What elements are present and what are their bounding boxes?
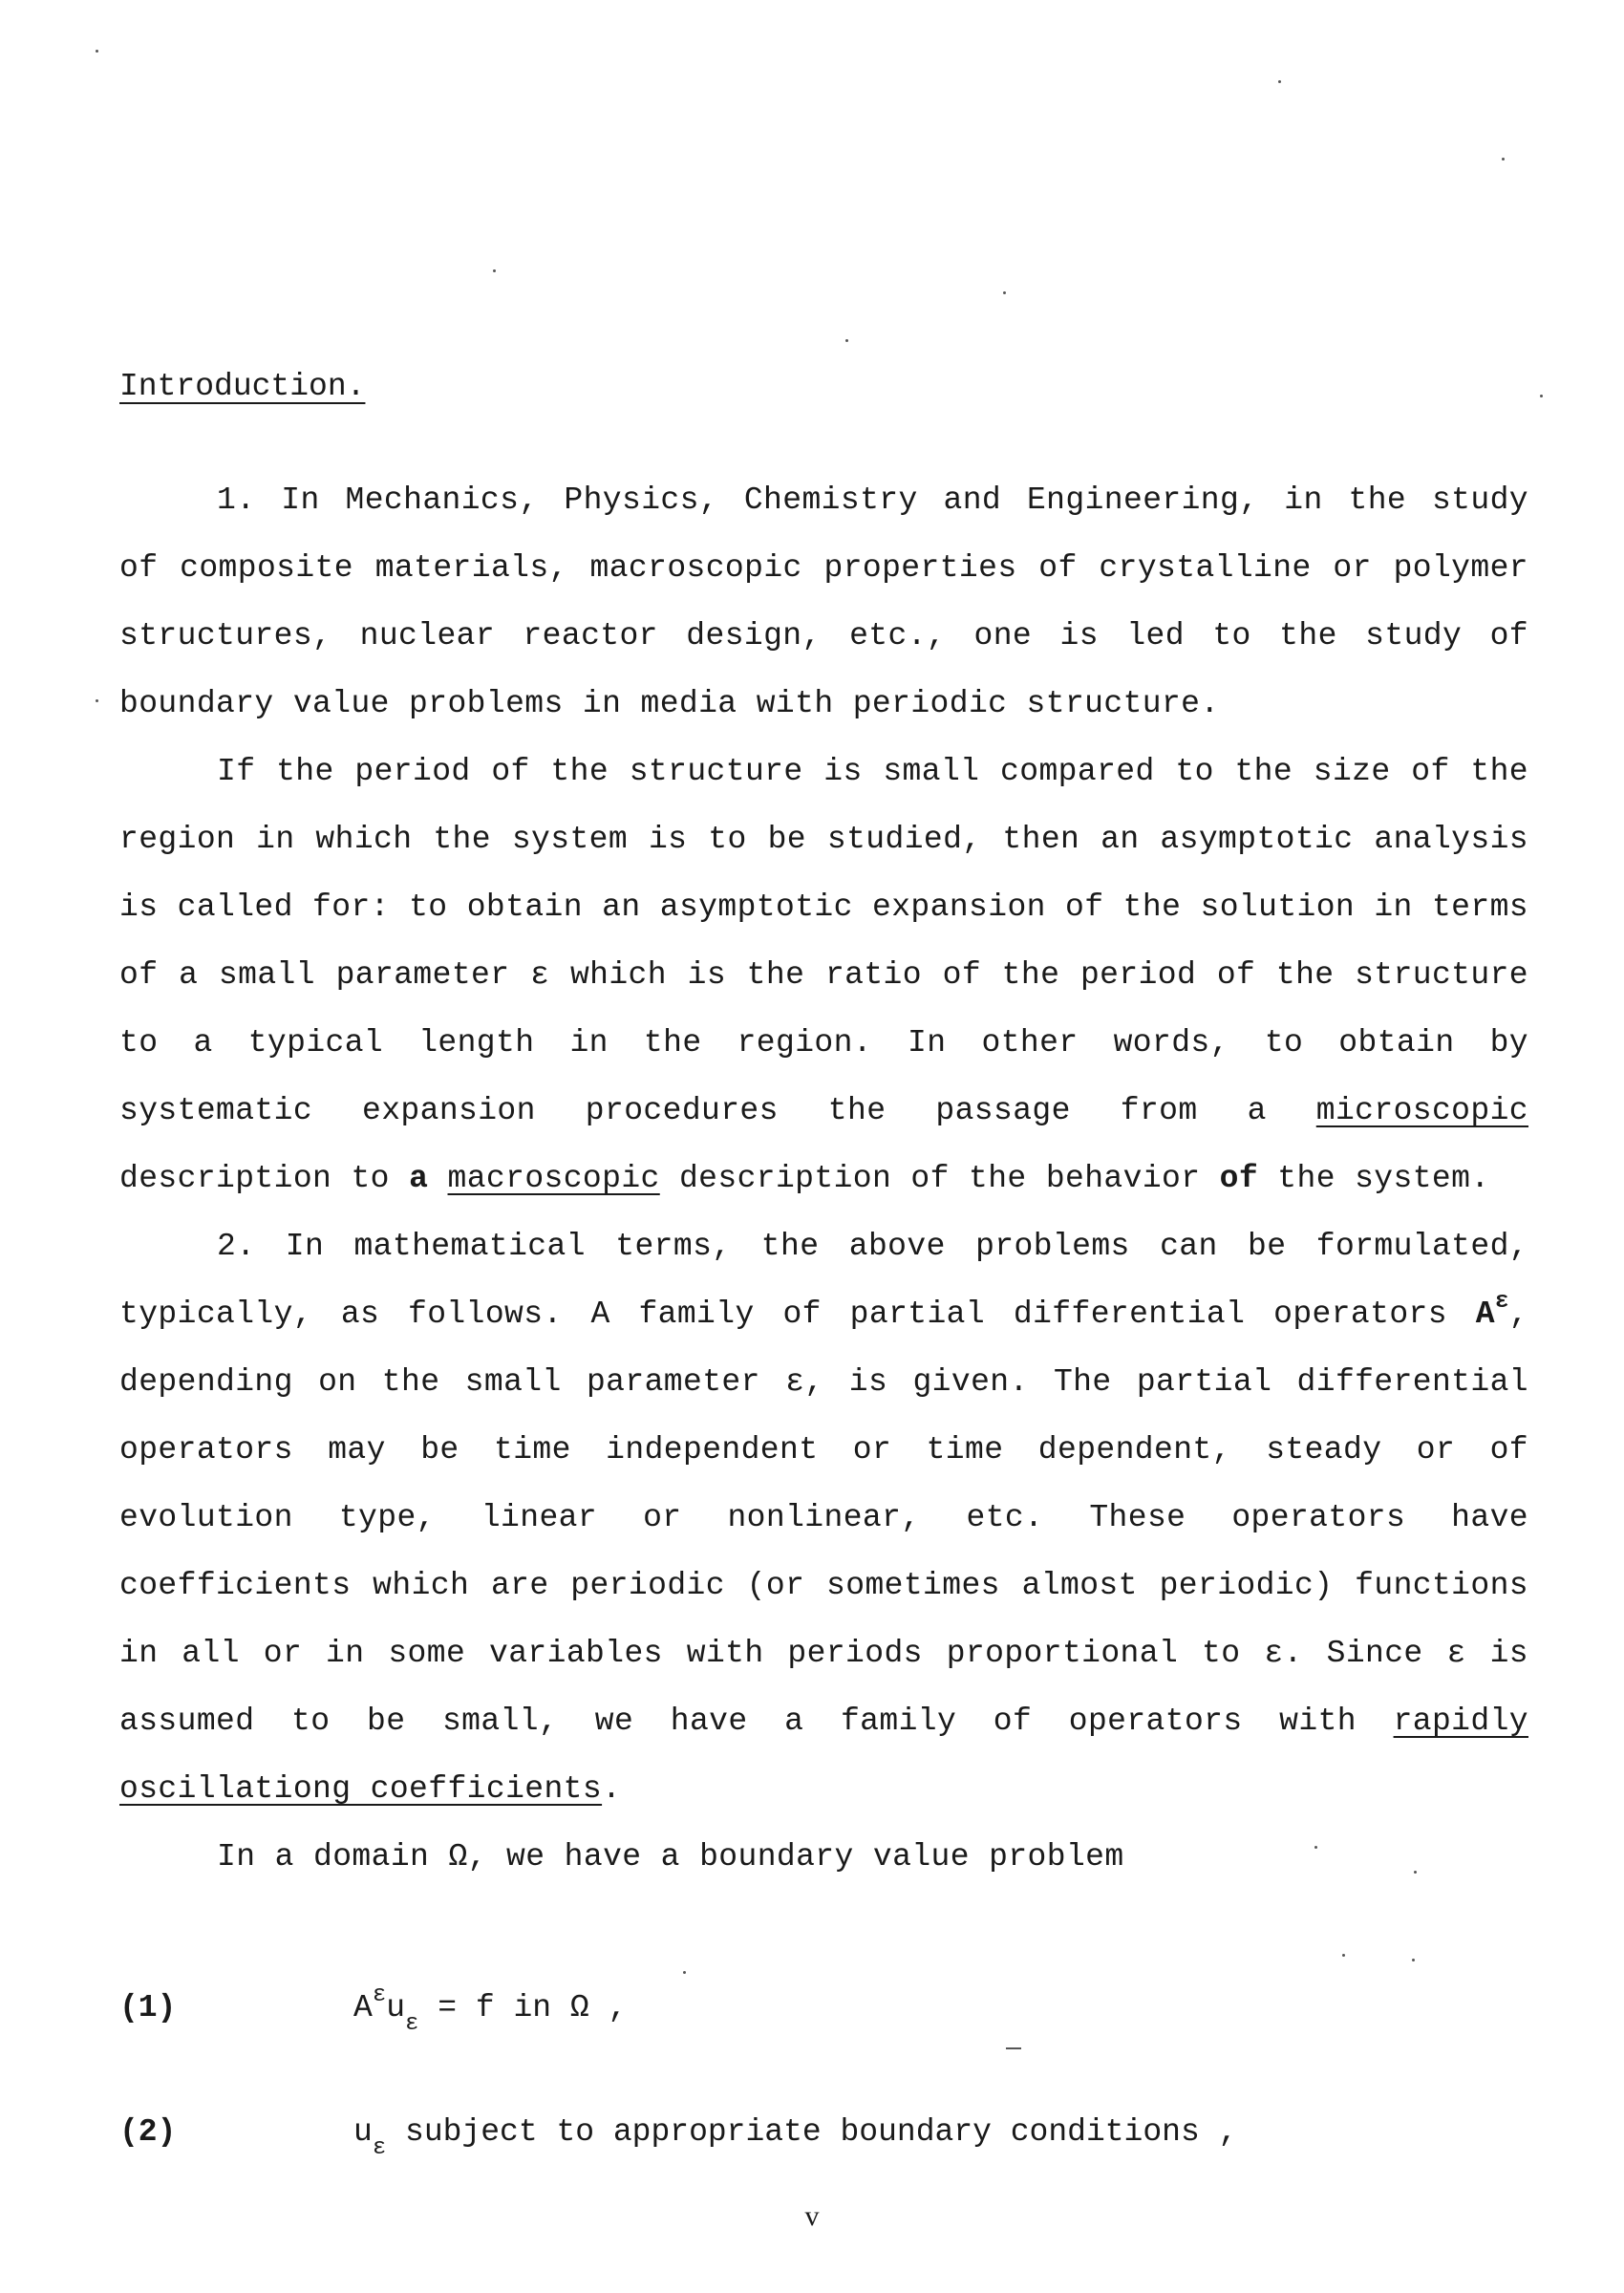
paragraph-3-text: , depending on the small parameter ε, is given. The partial differential operators may be time independent or time dependent, steady or of evolution type, linear or nonlinear, etc. These operators have coefficients which are periodic (or sometimes almost periodic) functions in all or in some variables with periods proportional to ε. Since ε is assumed to be small, we have a family of operators with: [119, 1297, 1528, 1739]
bold-article: a: [409, 1161, 429, 1196]
paragraph-1: 1. In Mechanics, Physics, Chemistry and Engineering, in the study of composite materials, macroscopic properties of crystalline or polymer structures, nuclear reactor design, etc., one is led to the study of boundary value problems in media with periodic structure.: [119, 482, 1528, 721]
paragraph-3: [119, 1212, 1528, 1823]
scan-speck: [1278, 80, 1281, 83]
equation-rest: = f in Ω ,: [418, 1990, 628, 2025]
bold-preposition: of: [1219, 1161, 1259, 1196]
equation-1: [119, 1982, 628, 2037]
equation-subscript: ε: [372, 2135, 387, 2161]
paragraph-3-text: .: [602, 1771, 622, 1807]
body-text: [119, 466, 1528, 1891]
scan-speck: [1006, 2047, 1021, 2049]
section-heading: Introduction.: [119, 369, 366, 404]
equation-subscript: ε: [405, 2011, 419, 2037]
page-number: v: [804, 2200, 820, 2232]
equation-number: (2): [119, 2114, 177, 2150]
paragraph-2-text: the system.: [1258, 1161, 1490, 1196]
equation-operator: A: [353, 1990, 373, 2025]
paragraph-2-text: [428, 1161, 447, 1196]
scan-speck: [1342, 1954, 1345, 1957]
paragraph-4: In a domain Ω, we have a boundary value problem: [217, 1839, 1124, 1875]
scan-speck: [1540, 395, 1543, 397]
scan-speck: [1502, 158, 1505, 161]
term-microscopic: microscopic: [1315, 1093, 1528, 1128]
equation-2: [119, 2113, 1238, 2161]
operator-superscript: ε: [1494, 1289, 1509, 1315]
paragraph-2-text: description of the behavior: [659, 1161, 1220, 1196]
paragraph-2: [119, 738, 1528, 1212]
scan-speck: [96, 699, 98, 702]
term-rapidly-oscillating: rapidly oscillationg coefficients: [119, 1704, 1528, 1807]
term-macroscopic: macroscopic: [447, 1161, 660, 1196]
paragraph-2-text: description to: [119, 1161, 410, 1196]
equation-number: (1): [119, 1990, 177, 2025]
scan-speck: [683, 1971, 686, 1974]
scan-speck: [845, 339, 848, 342]
paragraph-3-text: 2. In mathematical terms, the above problems can be formulated, typically, as follows. A family of partial differential operators: [119, 1229, 1528, 1332]
scan-speck: [493, 269, 496, 272]
scan-speck: [1412, 1959, 1415, 1961]
equation-superscript: ε: [372, 1982, 387, 2008]
equation-variable: u: [386, 1990, 406, 2025]
paragraph-2-text: If the period of the structure is small compared to the size of the region in which the system is to be studied, then an asymptotic analysis is called for: to obtain an asymptotic expansion of the solution in terms of a small parameter ε which is the ratio of the period of the structure to a typical length in the region. In other words, to obtain by systematic expansion procedures the passage from a: [119, 754, 1528, 1128]
scan-speck: [96, 50, 98, 53]
operator-symbol: A: [1475, 1297, 1495, 1332]
scan-speck: [1003, 291, 1006, 294]
equation-rest: subject to appropriate boundary conditions ,: [386, 2114, 1238, 2150]
equation-variable: u: [353, 2114, 373, 2150]
